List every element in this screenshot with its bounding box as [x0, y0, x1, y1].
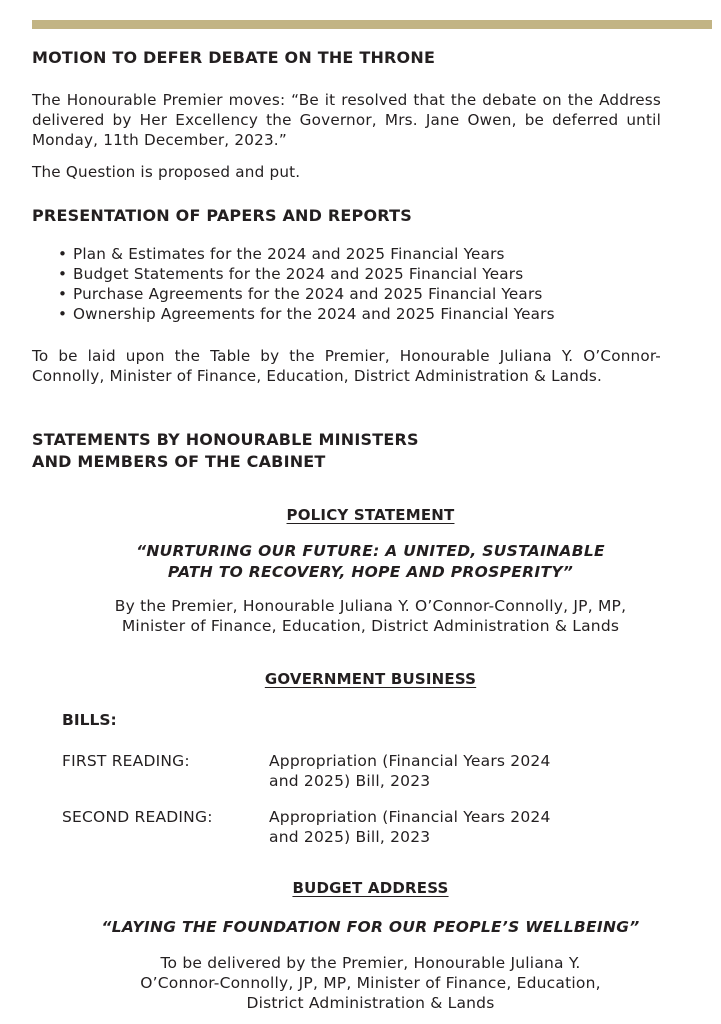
budget-by-line2: O’Connor-Connolly, JP, MP, Minister of Finance, Education,	[140, 974, 601, 992]
policy-statement-heading: POLICY STATEMENT	[286, 506, 455, 524]
policy-title-line1: “NURTURING OUR FUTURE: A UNITED, SUSTAINABLE	[136, 542, 605, 560]
budget-by-line1: To be delivered by the Premier, Honourable Juliana Y.	[160, 954, 581, 972]
bills-label: BILLS:	[62, 711, 117, 729]
statements-heading-line2: AND MEMBERS OF THE CABINET	[32, 452, 326, 471]
first-reading-label: FIRST READING:	[62, 752, 190, 770]
bill-title-line2: and 2025) Bill, 2023	[269, 828, 431, 846]
second-reading-label: SECOND READING:	[62, 808, 213, 826]
list-item: • Ownership Agreements for the 2024 and 2025 Financial Years	[73, 304, 555, 324]
policy-by-line2: Minister of Finance, Education, District Administration & Lands	[121, 617, 620, 635]
policy-title-line2: PATH TO RECOVERY, HOPE AND PROSPERITY”	[167, 563, 574, 581]
laid-upon-table-text: To be laid upon the Table by the Premier, Honourable Juliana Y. O’Connor-Connolly, Minister of Finance, Education, District Administration & Lands.	[32, 347, 661, 385]
first-reading-bill	[269, 751, 629, 791]
government-business-heading: GOVERNMENT BUSINESS	[264, 670, 477, 688]
motion-heading: MOTION TO DEFER DEBATE ON THE THRONE	[32, 48, 436, 67]
budget-address-heading: BUDGET ADDRESS	[292, 879, 449, 897]
papers-list	[32, 244, 555, 324]
bill-title-line2: and 2025) Bill, 2023	[269, 772, 431, 790]
policy-by-line1: By the Premier, Honourable Juliana Y. O’Connor-Connolly, JP, MP,	[114, 597, 627, 615]
bill-title-line1: Appropriation (Financial Years 2024	[269, 752, 551, 770]
second-reading-bill	[269, 807, 629, 847]
list-item: • Plan & Estimates for the 2024 and 2025 Financial Years	[73, 244, 555, 264]
list-item: • Budget Statements for the 2024 and 2025 Financial Years	[73, 264, 555, 284]
top-accent-bar	[32, 20, 712, 29]
question-text: The Question is proposed and put.	[32, 163, 301, 181]
list-item: • Purchase Agreements for the 2024 and 2025 Financial Years	[73, 284, 555, 304]
budget-by-line3: District Administration & Lands	[246, 994, 495, 1012]
budget-address-title: “LAYING THE FOUNDATION FOR OUR PEOPLE’S WELLBEING”	[101, 918, 640, 936]
statements-heading-line1: STATEMENTS BY HONOURABLE MINISTERS	[32, 430, 419, 449]
bill-title-line1: Appropriation (Financial Years 2024	[269, 808, 551, 826]
motion-paragraph: The Honourable Premier moves: “Be it resolved that the debate on the Address delivered by Her Excellency the Governor, Mrs. Jane Owen, be deferred until Monday, 11th December, 2023.”	[32, 91, 661, 149]
papers-heading: PRESENTATION OF PAPERS AND REPORTS	[32, 206, 412, 225]
